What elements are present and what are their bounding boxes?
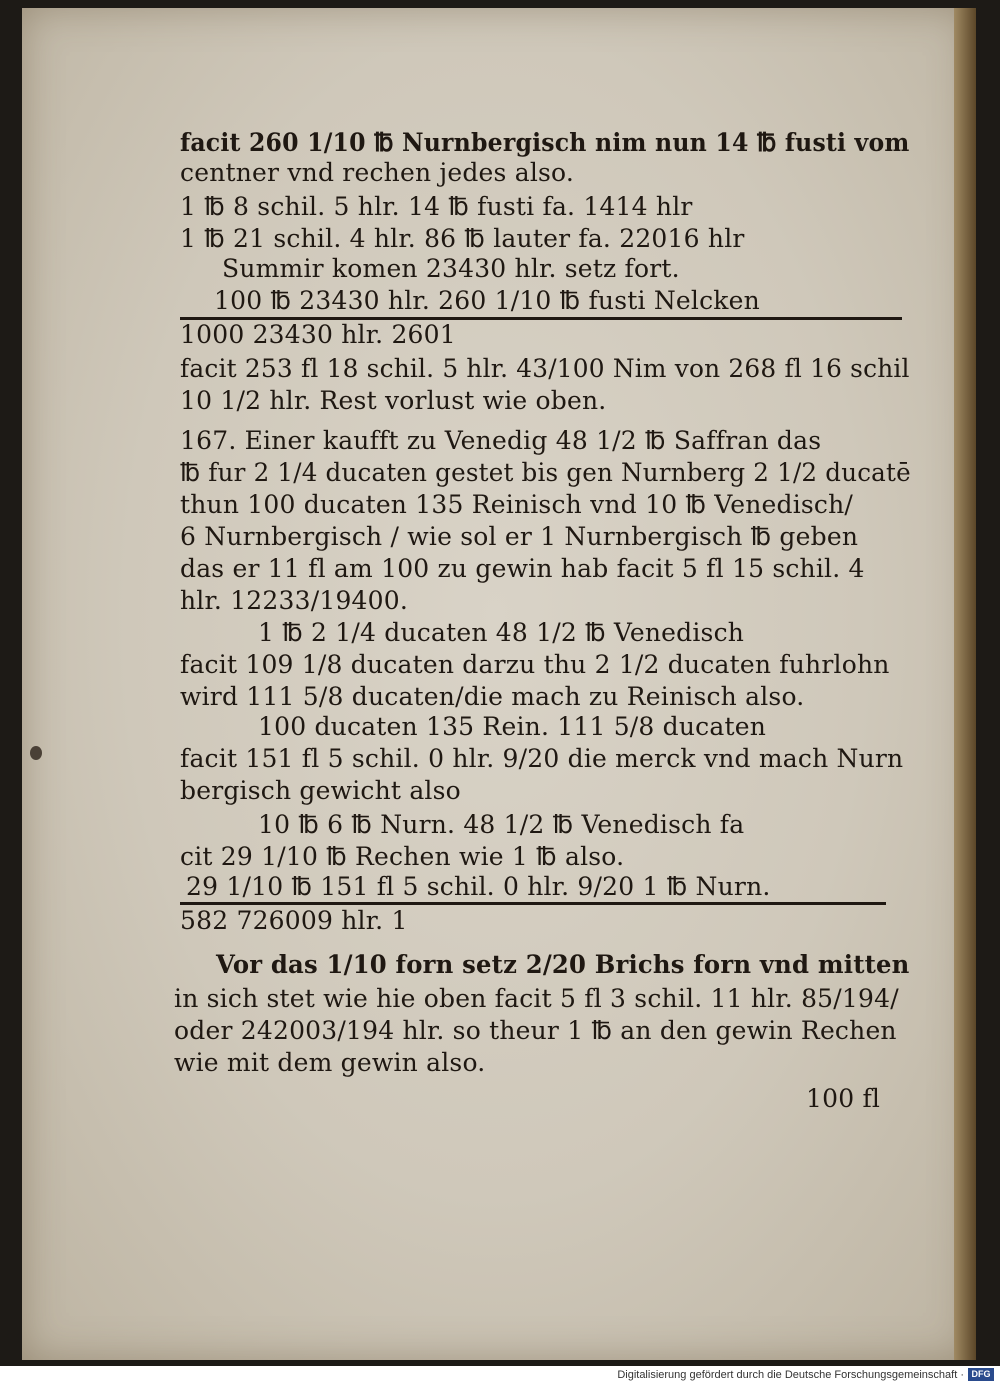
dfg-logo: DFG xyxy=(968,1368,994,1381)
text-line: 10 1/2 hlr. Rest vorlust wie oben. xyxy=(180,386,607,415)
page-spine-edge xyxy=(954,8,976,1360)
text-line: 1 ℔ 8 schil. 5 hlr. 14 ℔ fusti fa. 1414 hlr xyxy=(180,192,693,221)
text-line: facit 151 fl 5 schil. 0 hlr. 9/20 die merck vnd mach Nurn xyxy=(180,744,904,773)
text-line: Vor das 1/10 forn setz 2/20 Brichs forn vnd mitten xyxy=(216,950,910,979)
footer-bar xyxy=(0,1366,1000,1384)
text-line: facit 260 1/10 ℔ Nurnbergisch nim nun 14 ℔ fusti vom xyxy=(180,128,910,157)
text-line: 6 Nurnbergisch / wie sol er 1 Nurnbergisch ℔ geben xyxy=(180,522,859,551)
text-line: 29 1/10 ℔ 151 fl 5 schil. 0 hlr. 9/20 1 ℔ Nurn. xyxy=(186,872,771,901)
text-line: oder 242003/194 hlr. so theur 1 ℔ an den gewin Rechen xyxy=(174,1016,897,1045)
catchword: 100 fl xyxy=(806,1084,881,1113)
text-line: 167. Einer kaufft zu Venedig 48 1/2 ℔ Saffran das xyxy=(180,426,822,455)
text-line: bergisch gewicht also xyxy=(180,776,461,805)
text-line: centner vnd rechen jedes also. xyxy=(180,158,575,187)
text-line: facit 253 fl 18 schil. 5 hlr. 43/100 Nim von 268 fl 16 schil xyxy=(180,354,910,383)
text-line: 10 ℔ 6 ℔ Nurn. 48 1/2 ℔ Venedisch fa xyxy=(258,810,745,839)
text-line: hlr. 12233/19400. xyxy=(180,586,409,615)
text-line: 1 ℔ 21 schil. 4 hlr. 86 ℔ lauter fa. 22016 hlr xyxy=(180,224,745,253)
text-line: ℔ fur 2 1/4 ducaten gestet bis gen Nurnberg 2 1/2 ducatē xyxy=(180,458,911,487)
text-line: wird 111 5/8 ducaten/die mach zu Reinisch also. xyxy=(180,682,805,711)
text-line: in sich stet wie hie oben facit 5 fl 3 schil. 11 hlr. 85/194/ xyxy=(174,984,899,1013)
ink-spot xyxy=(30,746,42,760)
text-line: Summir komen 23430 hlr. setz fort. xyxy=(222,254,680,283)
text-line: wie mit dem gewin also. xyxy=(174,1048,486,1077)
text-line: 1000 23430 hlr. 2601 xyxy=(180,320,456,349)
fraction-rule xyxy=(180,902,886,905)
text-line: 582 726009 hlr. 1 xyxy=(180,906,408,935)
text-line: thun 100 ducaten 135 Reinisch vnd 10 ℔ Venedisch/ xyxy=(180,490,854,519)
text-line: cit 29 1/10 ℔ Rechen wie 1 ℔ also. xyxy=(180,842,625,871)
text-line: das er 11 fl am 100 zu gewin hab facit 5 fl 15 schil. 4 xyxy=(180,554,865,583)
text-line: 100 ducaten 135 Rein. 111 5/8 ducaten xyxy=(258,712,767,741)
text-line: facit 109 1/8 ducaten darzu thu 2 1/2 ducaten fuhrlohn xyxy=(180,650,890,679)
funding-credit: Digitalisierung gefördert durch die Deutsche Forschungsgemeinschaft · xyxy=(617,1369,964,1381)
text-line: 1 ℔ 2 1/4 ducaten 48 1/2 ℔ Venedisch xyxy=(258,618,745,647)
text-line: 100 ℔ 23430 hlr. 260 1/10 ℔ fusti Nelcken xyxy=(214,286,760,315)
